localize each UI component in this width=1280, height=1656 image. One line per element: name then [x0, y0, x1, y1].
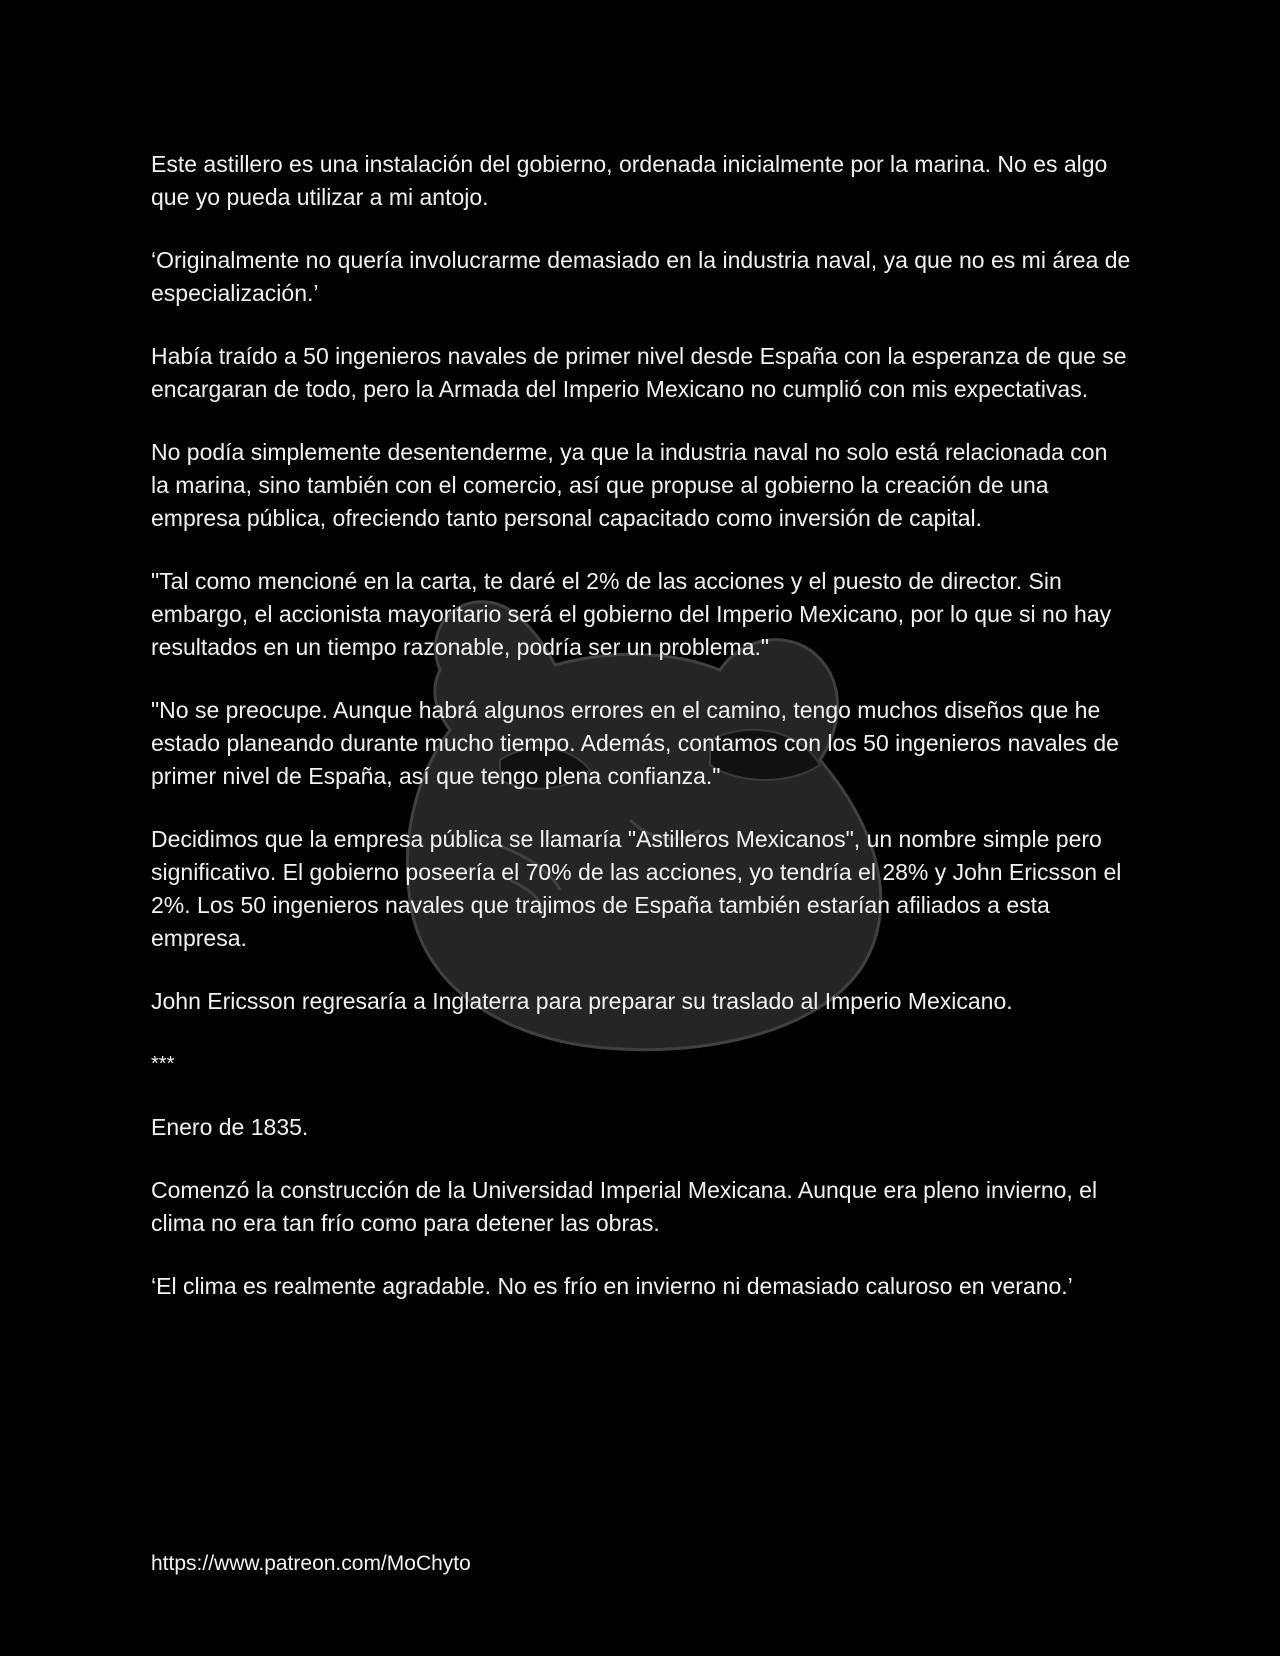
paragraph-4: No podía simplemente desentenderme, ya que la industria naval no solo está relacionada con la marina, sino también con el comercio, así que propuse al gobierno la creación de una empresa pública, ofreciendo tanto personal capacitado como inversión de capital.	[151, 439, 1114, 531]
paragraph-7: Decidimos que la empresa pública se llamaría "Astilleros Mexicanos", un nombre simple pero significativo. El gobierno poseería el 70% de las acciones, yo tendría el 28% y John Ericsson el 2%. Los 50 ingenieros navales que trajimos de España también estarían afiliados a esta empresa.	[151, 826, 1128, 951]
document-body	[151, 148, 1137, 1333]
paragraph-8: John Ericsson regresaría a Inglaterra para preparar su traslado al Imperio Mexicano.	[151, 988, 1013, 1014]
paragraph-5: "Tal como mencioné en la carta, te daré el 2% de las acciones y el puesto de director. Sin embargo, el accionista mayoritario será el gobierno del Imperio Mexicano, por lo que si no hay resultados en un tiempo razonable, podría ser un problema."	[151, 568, 1118, 660]
paragraph-10: ‘El clima es realmente agradable. No es frío en invierno ni demasiado caluroso en verano.’	[151, 1273, 1073, 1299]
paragraph-1: Este astillero es una instalación del gobierno, ordenada inicialmente por la marina. No es algo que yo pueda utilizar a mi antojo.	[151, 151, 1114, 210]
section-separator: ***	[151, 1053, 175, 1075]
paragraph-9: Comenzó la construcción de la Universidad Imperial Mexicana. Aunque era pleno invierno, el clima no era tan frío como para detener las obras.	[151, 1177, 1104, 1236]
paragraph-3: Había traído a 50 ingenieros navales de primer nivel desde España con la esperanza de que se encargaran de todo, pero la Armada del Imperio Mexicano no cumplió con mis expectativas.	[151, 343, 1133, 402]
paragraph-date: Enero de 1835.	[151, 1114, 309, 1140]
paragraph-6: "No se preocupe. Aunque habrá algunos errores en el camino, tengo muchos diseños que he estado planeando durante mucho tiempo. Además, contamos con los 50 ingenieros navales de primer nivel de España, así que tengo plena confianza."	[151, 697, 1126, 789]
paragraph-2: ‘Originalmente no quería involucrarme demasiado en la industria naval, ya que no es mi área de especialización.’	[151, 247, 1137, 306]
patreon-link[interactable]: https://www.patreon.com/MoChyto	[151, 1552, 471, 1575]
